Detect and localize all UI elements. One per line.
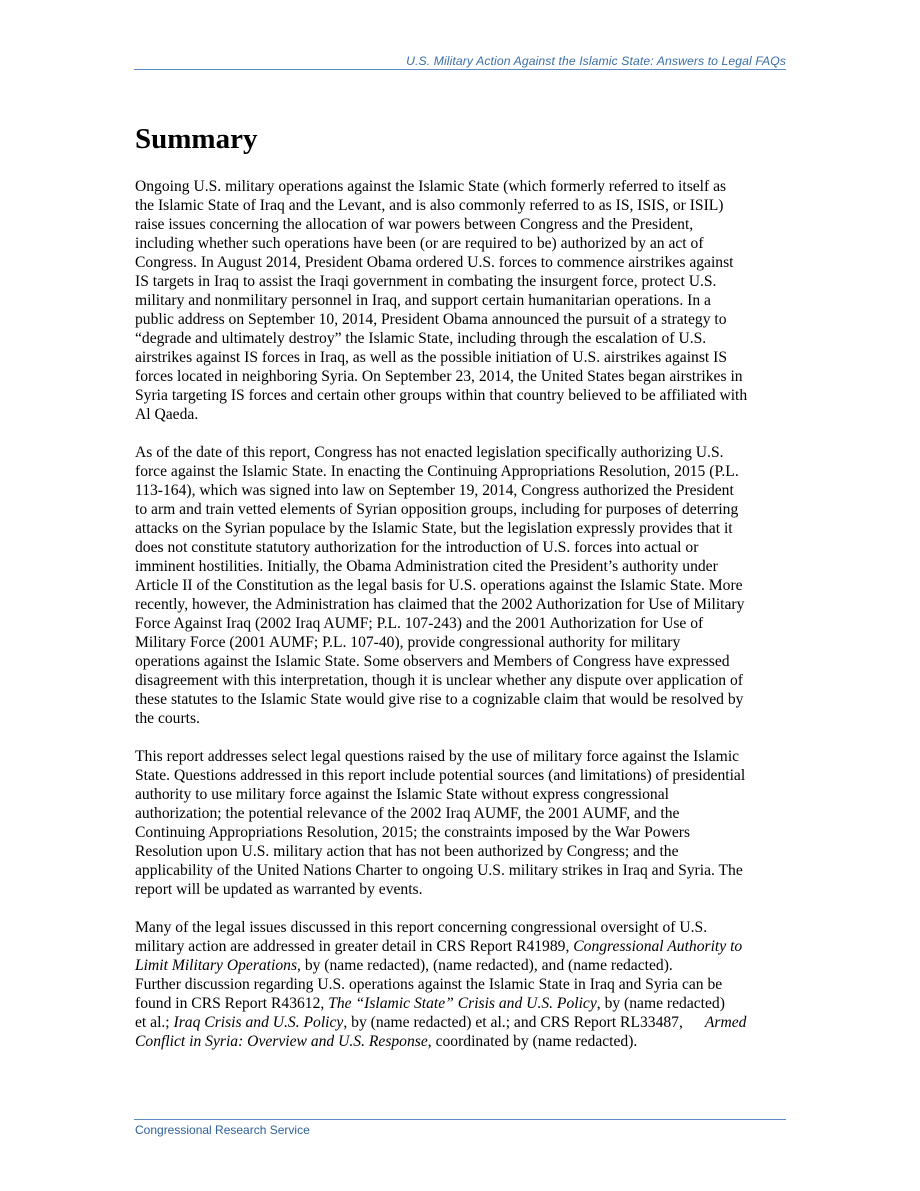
paragraph-line: imminent hostilities. Initially, the Obama Administration cited the President’s authority under — [135, 558, 718, 575]
paragraph-line — [135, 1032, 787, 1051]
paragraph-line: disagreement with this interpretation, though it is unclear whether any dispute over application of — [135, 672, 743, 689]
report-title: Armed — [704, 1014, 747, 1031]
paragraph-line: This report addresses select legal questions raised by the use of military force against the Islamic — [135, 748, 740, 765]
paragraph-line: Ongoing U.S. military operations against the Islamic State (which formerly referred to itself as — [135, 178, 727, 195]
paragraph-line: the Islamic State of Iraq and the Levant, and is also commonly referred to as IS, ISIS, or ISIL) — [135, 197, 724, 214]
paragraph-line: airstrikes against IS forces in Iraq, as well as the possible initiation of U.S. airstrikes against IS — [135, 349, 728, 366]
paragraph-line: forces located in neighboring Syria. On September 23, 2014, the United States began airstrikes in — [135, 368, 743, 385]
paragraph-line: including whether such operations have been (or are required to be) authorized by an act of — [135, 235, 704, 252]
paragraph-2 — [135, 443, 787, 728]
paragraph-line: report will be updated as warranted by events. — [135, 881, 423, 898]
report-title: Conflict in Syria: Overview and U.S. Response — [135, 1033, 428, 1050]
text-run: , by (name redacted) — [596, 995, 725, 1012]
paragraph-line: authority to use military force against the Islamic State without express congressional — [135, 786, 669, 803]
paragraph-line: As of the date of this report, Congress has not enacted legislation specifically authorizing U.S. — [135, 444, 724, 461]
paragraph-line: “degrade and ultimately destroy” the Islamic State, including through the escalation of U.S. — [135, 330, 707, 347]
paragraph-line — [135, 1013, 787, 1032]
paragraph-line: the courts. — [135, 710, 200, 727]
paragraph-line: these statutes to the Islamic State would give rise to a cognizable claim that would be resolved by — [135, 691, 744, 708]
paragraph-line: 113-164), which was signed into law on September 19, 2014, Congress authorized the President — [135, 482, 734, 499]
page-title: Summary — [135, 123, 258, 155]
paragraph-line: applicability of the United Nations Charter to ongoing U.S. military strikes in Iraq and Syria. The — [135, 862, 743, 879]
footer-org: Congressional Research Service — [135, 1123, 310, 1137]
report-title: Iraq Crisis and U.S. Policy — [173, 1014, 344, 1031]
paragraph-3 — [135, 747, 787, 899]
paragraph-line: Resolution upon U.S. military action that has not been authorized by Congress; and the — [135, 843, 679, 860]
paragraph-line: Article II of the Constitution as the legal basis for U.S. operations against the Islamic State. More — [135, 577, 743, 594]
paragraph-line — [135, 937, 787, 956]
report-title: The “Islamic State” Crisis and U.S. Policy — [328, 995, 597, 1012]
paragraph-line: to arm and train vetted elements of Syrian opposition groups, including for purposes of deterring — [135, 501, 739, 518]
paragraph-4 — [135, 918, 787, 1051]
paragraph-line: raise issues concerning the allocation of war powers between Congress and the President, — [135, 216, 694, 233]
paragraph-line: IS targets in Iraq to assist the Iraqi government in combating the insurgent force, protect U.S. — [135, 273, 717, 290]
text-run: , by (name redacted) et al.; and CRS Report RL33487, — [343, 1014, 683, 1031]
header-rule — [134, 69, 786, 70]
paragraph-line: force against the Islamic State. In enacting the Continuing Appropriations Resolution, 2015 (P.L. — [135, 463, 739, 480]
footer-rule — [134, 1119, 786, 1120]
paragraph-line: public address on September 10, 2014, President Obama announced the pursuit of a strategy to — [135, 311, 727, 328]
report-title: Congressional Authority to — [573, 938, 743, 955]
paragraph-line: Further discussion regarding U.S. operations against the Islamic State in Iraq and Syria can be — [135, 976, 723, 993]
paragraph-1 — [135, 177, 787, 424]
text-run: found in CRS Report R43612, — [135, 995, 329, 1012]
paragraph-line: recently, however, the Administration has claimed that the 2002 Authorization for Use of Military — [135, 596, 745, 613]
paragraph-line: State. Questions addressed in this report include potential sources (and limitations) of presidential — [135, 767, 746, 784]
report-title: Limit Military Operations — [135, 957, 298, 974]
text-run: et al.; — [135, 1014, 174, 1031]
paragraph-line: Force Against Iraq (2002 Iraq AUMF; P.L. 107-243) and the 2001 Authorization for Use of — [135, 615, 704, 632]
paragraph-line: does not constitute statutory authorization for the introduction of U.S. forces into actual or — [135, 539, 699, 556]
text-run: , coordinated by (name redacted). — [427, 1033, 638, 1050]
paragraph-line: Military Force (2001 AUMF; P.L. 107-40), provide congressional authority for military — [135, 634, 681, 651]
paragraph-line: Continuing Appropriations Resolution, 2015; the constraints imposed by the War Powers — [135, 824, 691, 841]
text-run: military action are addressed in greater detail in CRS Report R41989, — [135, 938, 574, 955]
paragraph-line: attacks on the Syrian populace by the Islamic State, but the legislation expressly provides that it — [135, 520, 733, 537]
paragraph-line: Al Qaeda. — [135, 406, 199, 423]
running-header: U.S. Military Action Against the Islamic State: Answers to Legal FAQs — [406, 54, 786, 68]
paragraph-line: authorization; the potential relevance of the 2002 Iraq AUMF, the 2001 AUMF, and the — [135, 805, 680, 822]
summary-body — [135, 177, 787, 1070]
paragraph-line: Many of the legal issues discussed in this report concerning congressional oversight of U.S. — [135, 919, 708, 936]
paragraph-line: Congress. In August 2014, President Obama ordered U.S. forces to commence airstrikes against — [135, 254, 734, 271]
paragraph-line: military and nonmilitary personnel in Iraq, and support certain humanitarian operations. In a — [135, 292, 711, 309]
paragraph-line: Syria targeting IS forces and certain other groups within that country believed to be affiliated with — [135, 387, 748, 404]
paragraph-line: operations against the Islamic State. Some observers and Members of Congress have expressed — [135, 653, 730, 670]
paragraph-line — [135, 956, 787, 975]
paragraph-line — [135, 994, 787, 1013]
text-run: , by (name redacted), (name redacted), and (name redacted). — [297, 957, 673, 974]
